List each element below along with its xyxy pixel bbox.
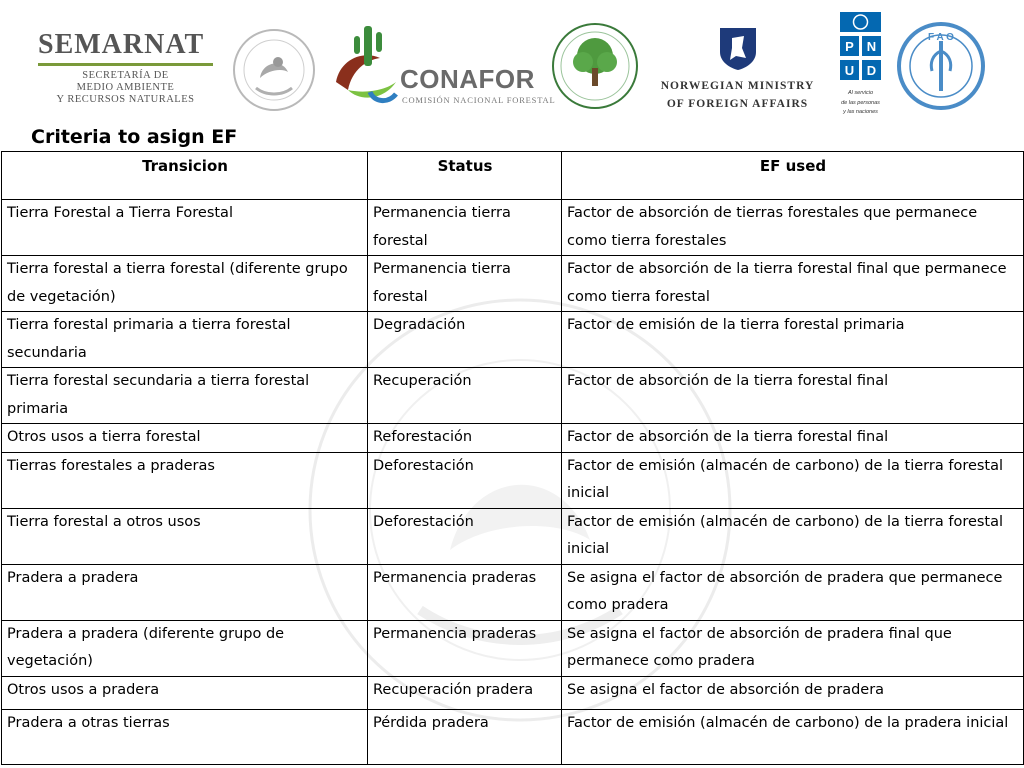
cell-status: Pérdida pradera xyxy=(368,709,562,764)
cell-ef-used: Factor de emisión (almacén de carbono) de la tierra forestal inicial xyxy=(562,508,1024,564)
cell-transicion: Tierra forestal secundaria a tierra forestal primaria xyxy=(2,368,368,424)
conafor-emblem-icon xyxy=(330,20,402,115)
cell-status: Permanencia tierra forestal xyxy=(368,256,562,312)
cell-status: Permanencia tierra forestal xyxy=(368,200,562,256)
norway-ministry-logo xyxy=(655,26,820,111)
svg-text:U: U xyxy=(844,63,855,78)
cell-transicion: Tierra forestal primaria a tierra forestal secundaria xyxy=(2,312,368,368)
pnud-logo xyxy=(838,12,883,115)
pnud-line-3: y las naciones xyxy=(843,109,878,115)
cell-transicion: Pradera a otras tierras xyxy=(2,709,368,764)
cell-transicion: Pradera a pradera (diferente grupo de vegetación) xyxy=(2,620,368,676)
table-row xyxy=(2,452,1024,508)
svg-text:P: P xyxy=(845,39,854,54)
cell-ef-used: Factor de absorción de la tierra forestal final xyxy=(562,424,1024,453)
cell-ef-used: Se asigna el factor de absorción de pradera final que permanece como pradera xyxy=(562,620,1024,676)
cell-status: Degradación xyxy=(368,312,562,368)
cell-transicion: Tierra Forestal a Tierra Forestal xyxy=(2,200,368,256)
cell-transicion: Tierras forestales a praderas xyxy=(2,452,368,508)
cell-ef-used: Se asigna el factor de absorción de pradera xyxy=(562,676,1024,709)
svg-text:N: N xyxy=(866,39,877,54)
table-row xyxy=(2,200,1024,256)
table-row xyxy=(2,564,1024,620)
header-status: Status xyxy=(368,152,562,200)
undp-icon xyxy=(838,12,883,82)
table-row xyxy=(2,620,1024,676)
cell-transicion: Tierra forestal a tierra forestal (diferente grupo de vegetación) xyxy=(2,256,368,312)
conafor-subtitle: COMISIÓN NACIONAL FORESTAL xyxy=(402,95,556,105)
norway-line-1: NORWEGIAN MINISTRY xyxy=(660,80,815,92)
logo-header xyxy=(0,0,1024,120)
table-row xyxy=(2,676,1024,709)
cell-status: Recuperación pradera xyxy=(368,676,562,709)
cell-ef-used: Se asigna el factor de absorción de pradera que permanece como pradera xyxy=(562,564,1024,620)
mexico-coat-of-arms-logo xyxy=(232,28,316,112)
header-ef-used: EF used xyxy=(562,152,1024,200)
conafor-logo xyxy=(330,20,556,115)
fao-logo xyxy=(896,21,986,111)
semarnat-name: SEMARNAT xyxy=(38,29,205,60)
cell-transicion: Tierra forestal a otros usos xyxy=(2,508,368,564)
header-transicion: Transicion xyxy=(2,152,368,200)
table-row xyxy=(2,312,1024,368)
redd-tree-logo xyxy=(545,20,645,112)
table-header-row xyxy=(2,152,1024,200)
svg-text:D: D xyxy=(866,63,877,78)
semarnat-line-3: Y RECURSOS NATURALES xyxy=(56,94,195,105)
norway-line-2: OF FOREIGN AFFAIRS xyxy=(666,98,809,110)
cell-transicion: Otros usos a pradera xyxy=(2,676,368,709)
cell-ef-used: Factor de emisión (almacén de carbono) de la pradera inicial xyxy=(562,709,1024,764)
cell-status: Permanencia praderas xyxy=(368,620,562,676)
cell-status: Permanencia praderas xyxy=(368,564,562,620)
ef-criteria-table xyxy=(1,151,1024,765)
semarnat-logo xyxy=(38,30,213,115)
cell-ef-used: Factor de emisión de la tierra forestal primaria xyxy=(562,312,1024,368)
pnud-line-1: Al servicio xyxy=(847,90,874,96)
cell-status: Deforestación xyxy=(368,452,562,508)
table-row xyxy=(2,424,1024,453)
table-row xyxy=(2,508,1024,564)
cell-status: Reforestación xyxy=(368,424,562,453)
semarnat-line-1: SECRETARÍA DE xyxy=(82,70,169,81)
pnud-line-2: de las personas xyxy=(841,99,880,106)
table-row xyxy=(2,368,1024,424)
cell-ef-used: Factor de absorción de tierras forestales que permanece como tierra forestales xyxy=(562,200,1024,256)
page-title: Criteria to asign EF xyxy=(31,126,238,148)
cell-ef-used: Factor de absorción de la tierra forestal final xyxy=(562,368,1024,424)
norway-lion-shield-icon xyxy=(716,26,760,70)
conafor-name: CONAFOR xyxy=(400,64,535,94)
cell-ef-used: Factor de absorción de la tierra forestal final que permanece como tierra forestal xyxy=(562,256,1024,312)
cell-transicion: Pradera a pradera xyxy=(2,564,368,620)
table-row xyxy=(2,256,1024,312)
svg-text:F A O: F A O xyxy=(928,32,954,43)
cell-ef-used: Factor de emisión (almacén de carbono) de la tierra forestal inicial xyxy=(562,452,1024,508)
cell-status: Deforestación xyxy=(368,508,562,564)
cell-status: Recuperación xyxy=(368,368,562,424)
semarnat-line-2: MEDIO AMBIENTE xyxy=(76,82,175,93)
table-row xyxy=(2,709,1024,764)
cell-transicion: Otros usos a tierra forestal xyxy=(2,424,368,453)
